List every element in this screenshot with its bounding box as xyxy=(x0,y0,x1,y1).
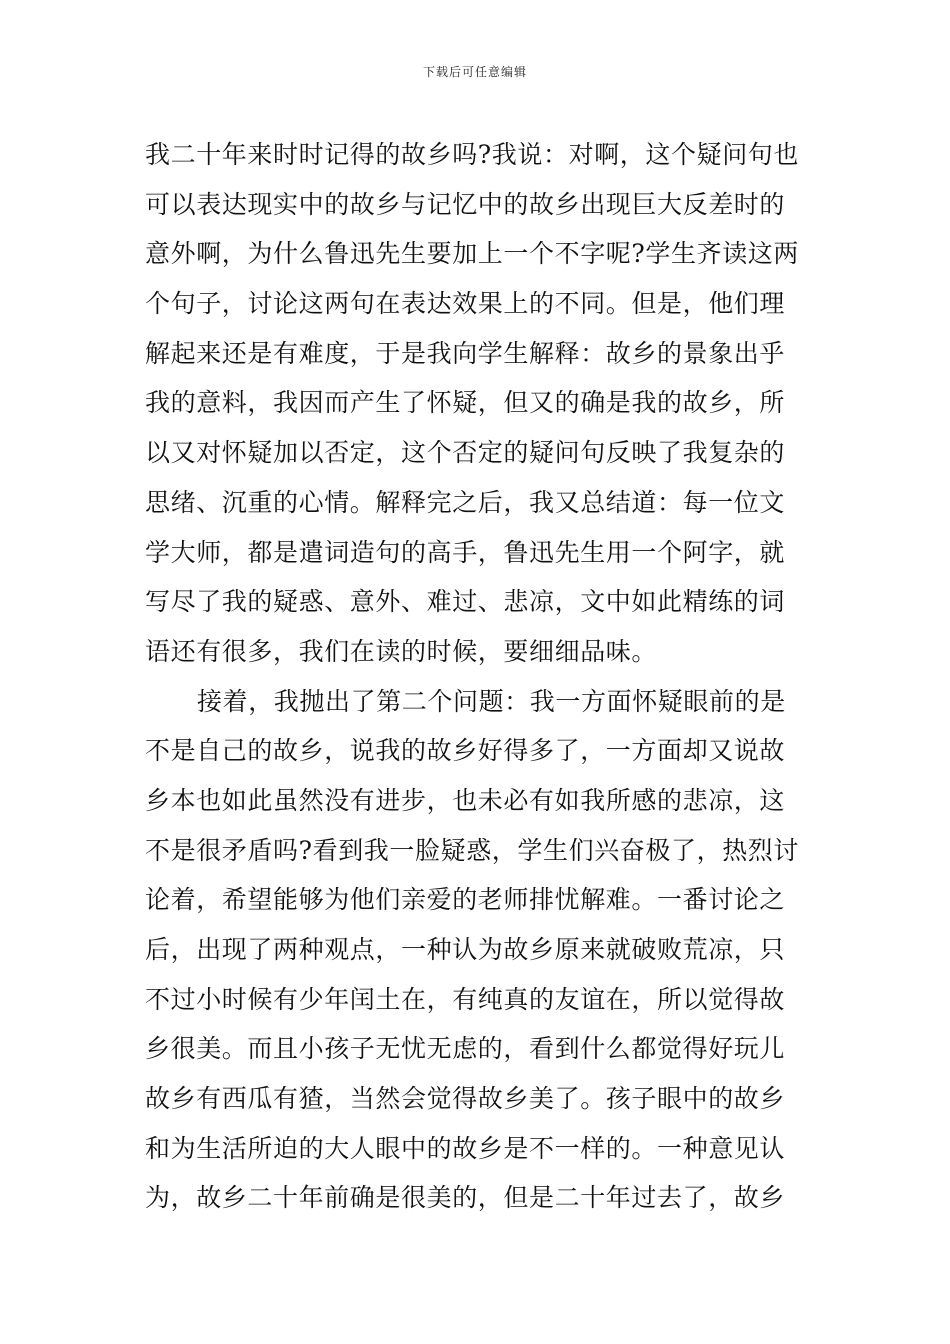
text-line: 故乡有西瓜有猹，当然会觉得故乡美了。孩子眼中的故乡 xyxy=(145,1084,786,1114)
text-line: 接着，我抛出了第二个问题：我一方面怀疑眼前的是 xyxy=(197,686,786,716)
text-line: 我二十年来时时记得的故乡吗?我说：对啊，这个疑问句也 xyxy=(145,140,800,169)
text-line: 写尽了我的疑惑、意外、难过、悲凉，文中如此精练的词 xyxy=(145,587,786,617)
text-line: 不是自己的故乡，说我的故乡好得多了，一方面却又说故 xyxy=(145,736,786,766)
text-line: 思绪、沉重的心情。解释完之后，我又总结道：每一位文 xyxy=(145,487,786,517)
paragraph-1 xyxy=(145,130,807,677)
text-line: 不过小时候有少年闰土在，有纯真的友谊在，所以觉得故 xyxy=(145,984,786,1014)
paragraph-2 xyxy=(145,677,807,1224)
text-line: 乡很美。而且小孩子无忧无虑的，看到什么都觉得好玩儿 xyxy=(145,1034,786,1064)
page-header: 下载后可任意编辑 xyxy=(422,65,527,79)
text-line: 语还有很多，我们在读的时候，要细细品味。 xyxy=(145,636,658,666)
text-line: 为，故乡二十年前确是很美的，但是二十年过去了，故乡 xyxy=(145,1183,786,1213)
text-line: 学大师，都是遣词造句的高手，鲁迅先生用一个阿字，就 xyxy=(145,537,786,567)
text-line: 以又对怀疑加以否定，这个否定的疑问句反映了我复杂的 xyxy=(145,438,786,468)
text-line: 解起来还是有难度，于是我向学生解释：故乡的景象出乎 xyxy=(145,338,786,368)
document-body xyxy=(145,130,807,1223)
text-line: 可以表达现实中的故乡与记忆中的故乡出现巨大反差时的 xyxy=(145,189,786,219)
text-line: 意外啊，为什么鲁迅先生要加上一个不字呢?学生齐读这两 xyxy=(145,239,800,269)
text-line: 论着，希望能够为他们亲爱的老师排忧解难。一番讨论之 xyxy=(145,885,786,915)
text-line: 和为生活所迫的大人眼中的故乡是不一样的。一种意见认 xyxy=(145,1133,786,1163)
text-line: 乡本也如此虽然没有进步，也未必有如我所感的悲凉，这 xyxy=(145,785,786,815)
text-line: 我的意料，我因而产生了怀疑，但又的确是我的故乡，所 xyxy=(145,388,786,418)
text-line: 后，出现了两种观点，一种认为故乡原来就破败荒凉，只 xyxy=(145,935,786,964)
text-line: 个句子，讨论这两句在表达效果上的不同。但是，他们理 xyxy=(145,289,786,319)
text-line: 不是很矛盾吗?看到我一脸疑惑，学生们兴奋极了，热烈讨 xyxy=(145,835,800,865)
